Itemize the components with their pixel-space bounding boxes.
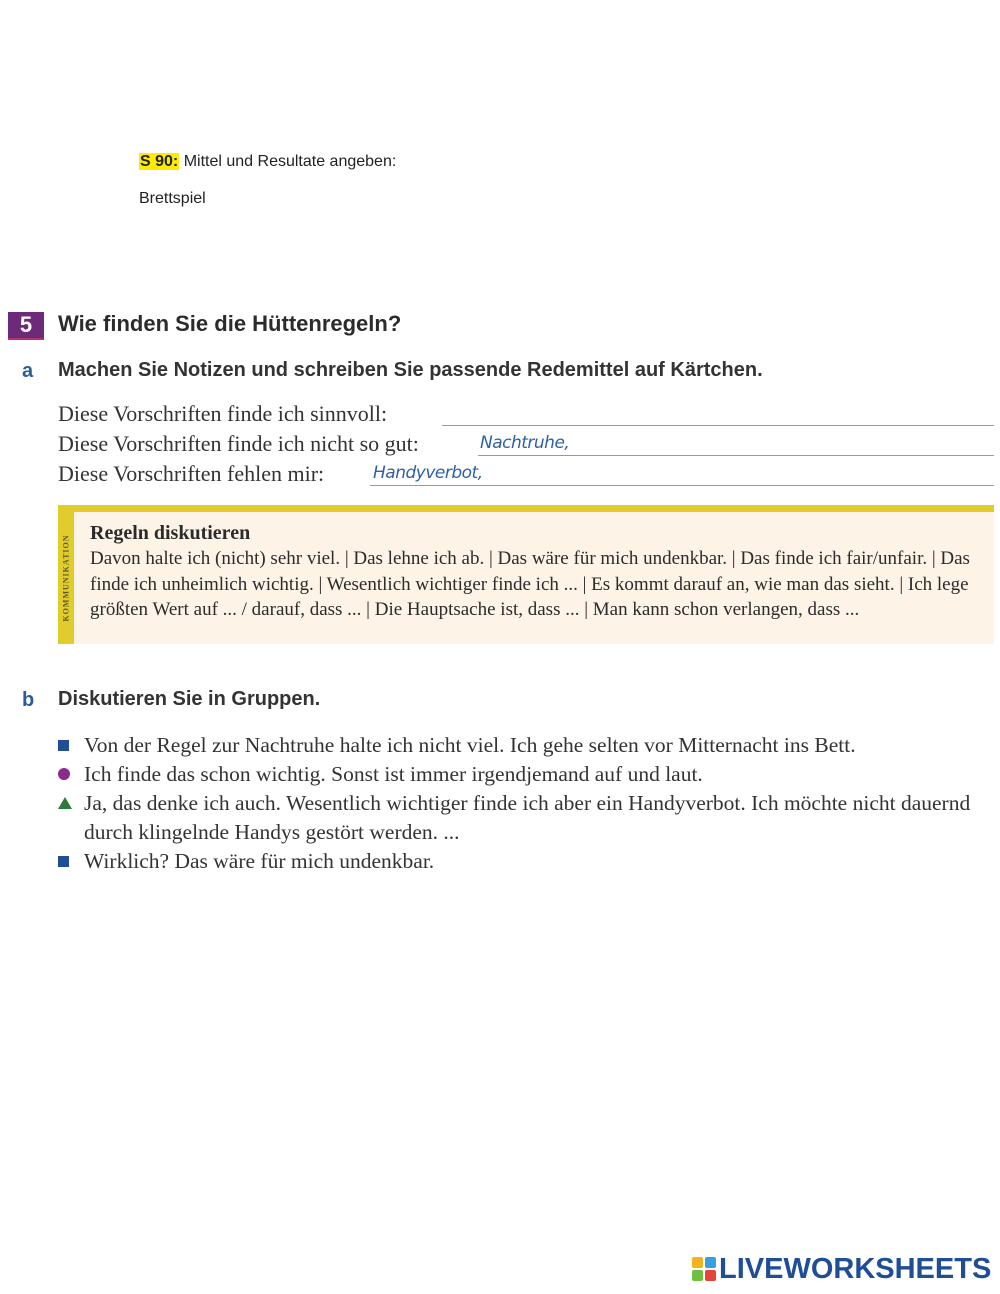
kommunikation-label: KOMMUNIKATION bbox=[61, 534, 71, 622]
part-a-instruction: Machen Sie Notizen und schreiben Sie passende Redemittel auf Kärtchen. bbox=[58, 359, 763, 381]
dialogue-line bbox=[58, 847, 988, 876]
dialogue-text: Von der Regel zur Nachtruhe halte ich nicht viel. Ich gehe selten vor Mitternacht ins Bett. bbox=[84, 733, 856, 757]
answer-line[interactable] bbox=[478, 455, 994, 456]
liveworksheets-logo bbox=[692, 1254, 991, 1284]
prompt-row-sinnvoll bbox=[58, 401, 994, 429]
part-b-instruction: Diskutieren Sie in Gruppen. bbox=[58, 688, 321, 710]
part-b-letter: b bbox=[22, 689, 35, 711]
page-reference-highlight: S 90: bbox=[140, 153, 179, 170]
prompt-row-nicht-so-gut bbox=[58, 431, 994, 459]
logo-text: LIVEWORKSHEETS bbox=[719, 1252, 992, 1285]
note-text: Mittel und Resultate angeben: bbox=[179, 153, 397, 170]
handwritten-answer: Nachtruhe, bbox=[480, 433, 570, 453]
kommunikation-title: Regeln diskutieren bbox=[90, 522, 251, 544]
kommunikation-box bbox=[58, 505, 994, 644]
note-subline: Brettspiel bbox=[139, 190, 206, 207]
dialogue-line bbox=[58, 760, 988, 789]
dialogue-line bbox=[58, 731, 988, 760]
prompt-label: Diese Vorschriften finde ich nicht so gut: bbox=[58, 431, 419, 456]
exercise-number: 5 bbox=[8, 312, 44, 340]
dialogue-text: Ich finde das schon wichtig. Sonst ist immer irgendjemand auf und laut. bbox=[84, 762, 703, 786]
dialogue-line bbox=[58, 789, 988, 847]
dialogue-text: Wirklich? Das wäre für mich undenkbar. bbox=[84, 849, 435, 873]
kommunikation-body: Davon halte ich (nicht) sehr viel. | Das lehne ich ab. | Das wäre für mich undenkbar. | Das finde ich fair/unfair. | Das finde ich unheimlich wichtig. | Wesentlich wichtiger finde ich ... | Es kommt darauf an, wie man das sieht. | Ich lege größten Wert auf ... / darauf, dass ... | Die Hauptsache ist, dass ... | Man kann schon verlangen, dass ... bbox=[90, 548, 970, 620]
square-bullet-icon bbox=[58, 856, 69, 867]
exercise-title: Wie finden Sie die Hüttenregeln? bbox=[58, 311, 402, 336]
triangle-bullet-icon bbox=[58, 797, 72, 809]
answer-line[interactable] bbox=[370, 485, 994, 486]
logo-mark-icon bbox=[692, 1257, 716, 1281]
dialogue-text: Ja, das denke ich auch. Wesentlich wichtiger finde ich aber ein Handyverbot. Ich möchte nicht dauernd durch klingelnde Handys gestört werden. ... bbox=[84, 791, 971, 844]
prompt-label: Diese Vorschriften fehlen mir: bbox=[58, 461, 325, 486]
note-line bbox=[139, 153, 396, 171]
prompt-row-fehlen bbox=[58, 461, 994, 489]
circle-bullet-icon bbox=[58, 768, 70, 780]
prompt-label: Diese Vorschriften finde ich sinnvoll: bbox=[58, 401, 388, 426]
square-bullet-icon bbox=[58, 740, 69, 751]
handwritten-answer: Handyverbot, bbox=[373, 463, 483, 483]
kommunikation-sidebar bbox=[58, 512, 74, 644]
part-a-letter: a bbox=[22, 360, 34, 382]
answer-line[interactable] bbox=[442, 425, 994, 426]
